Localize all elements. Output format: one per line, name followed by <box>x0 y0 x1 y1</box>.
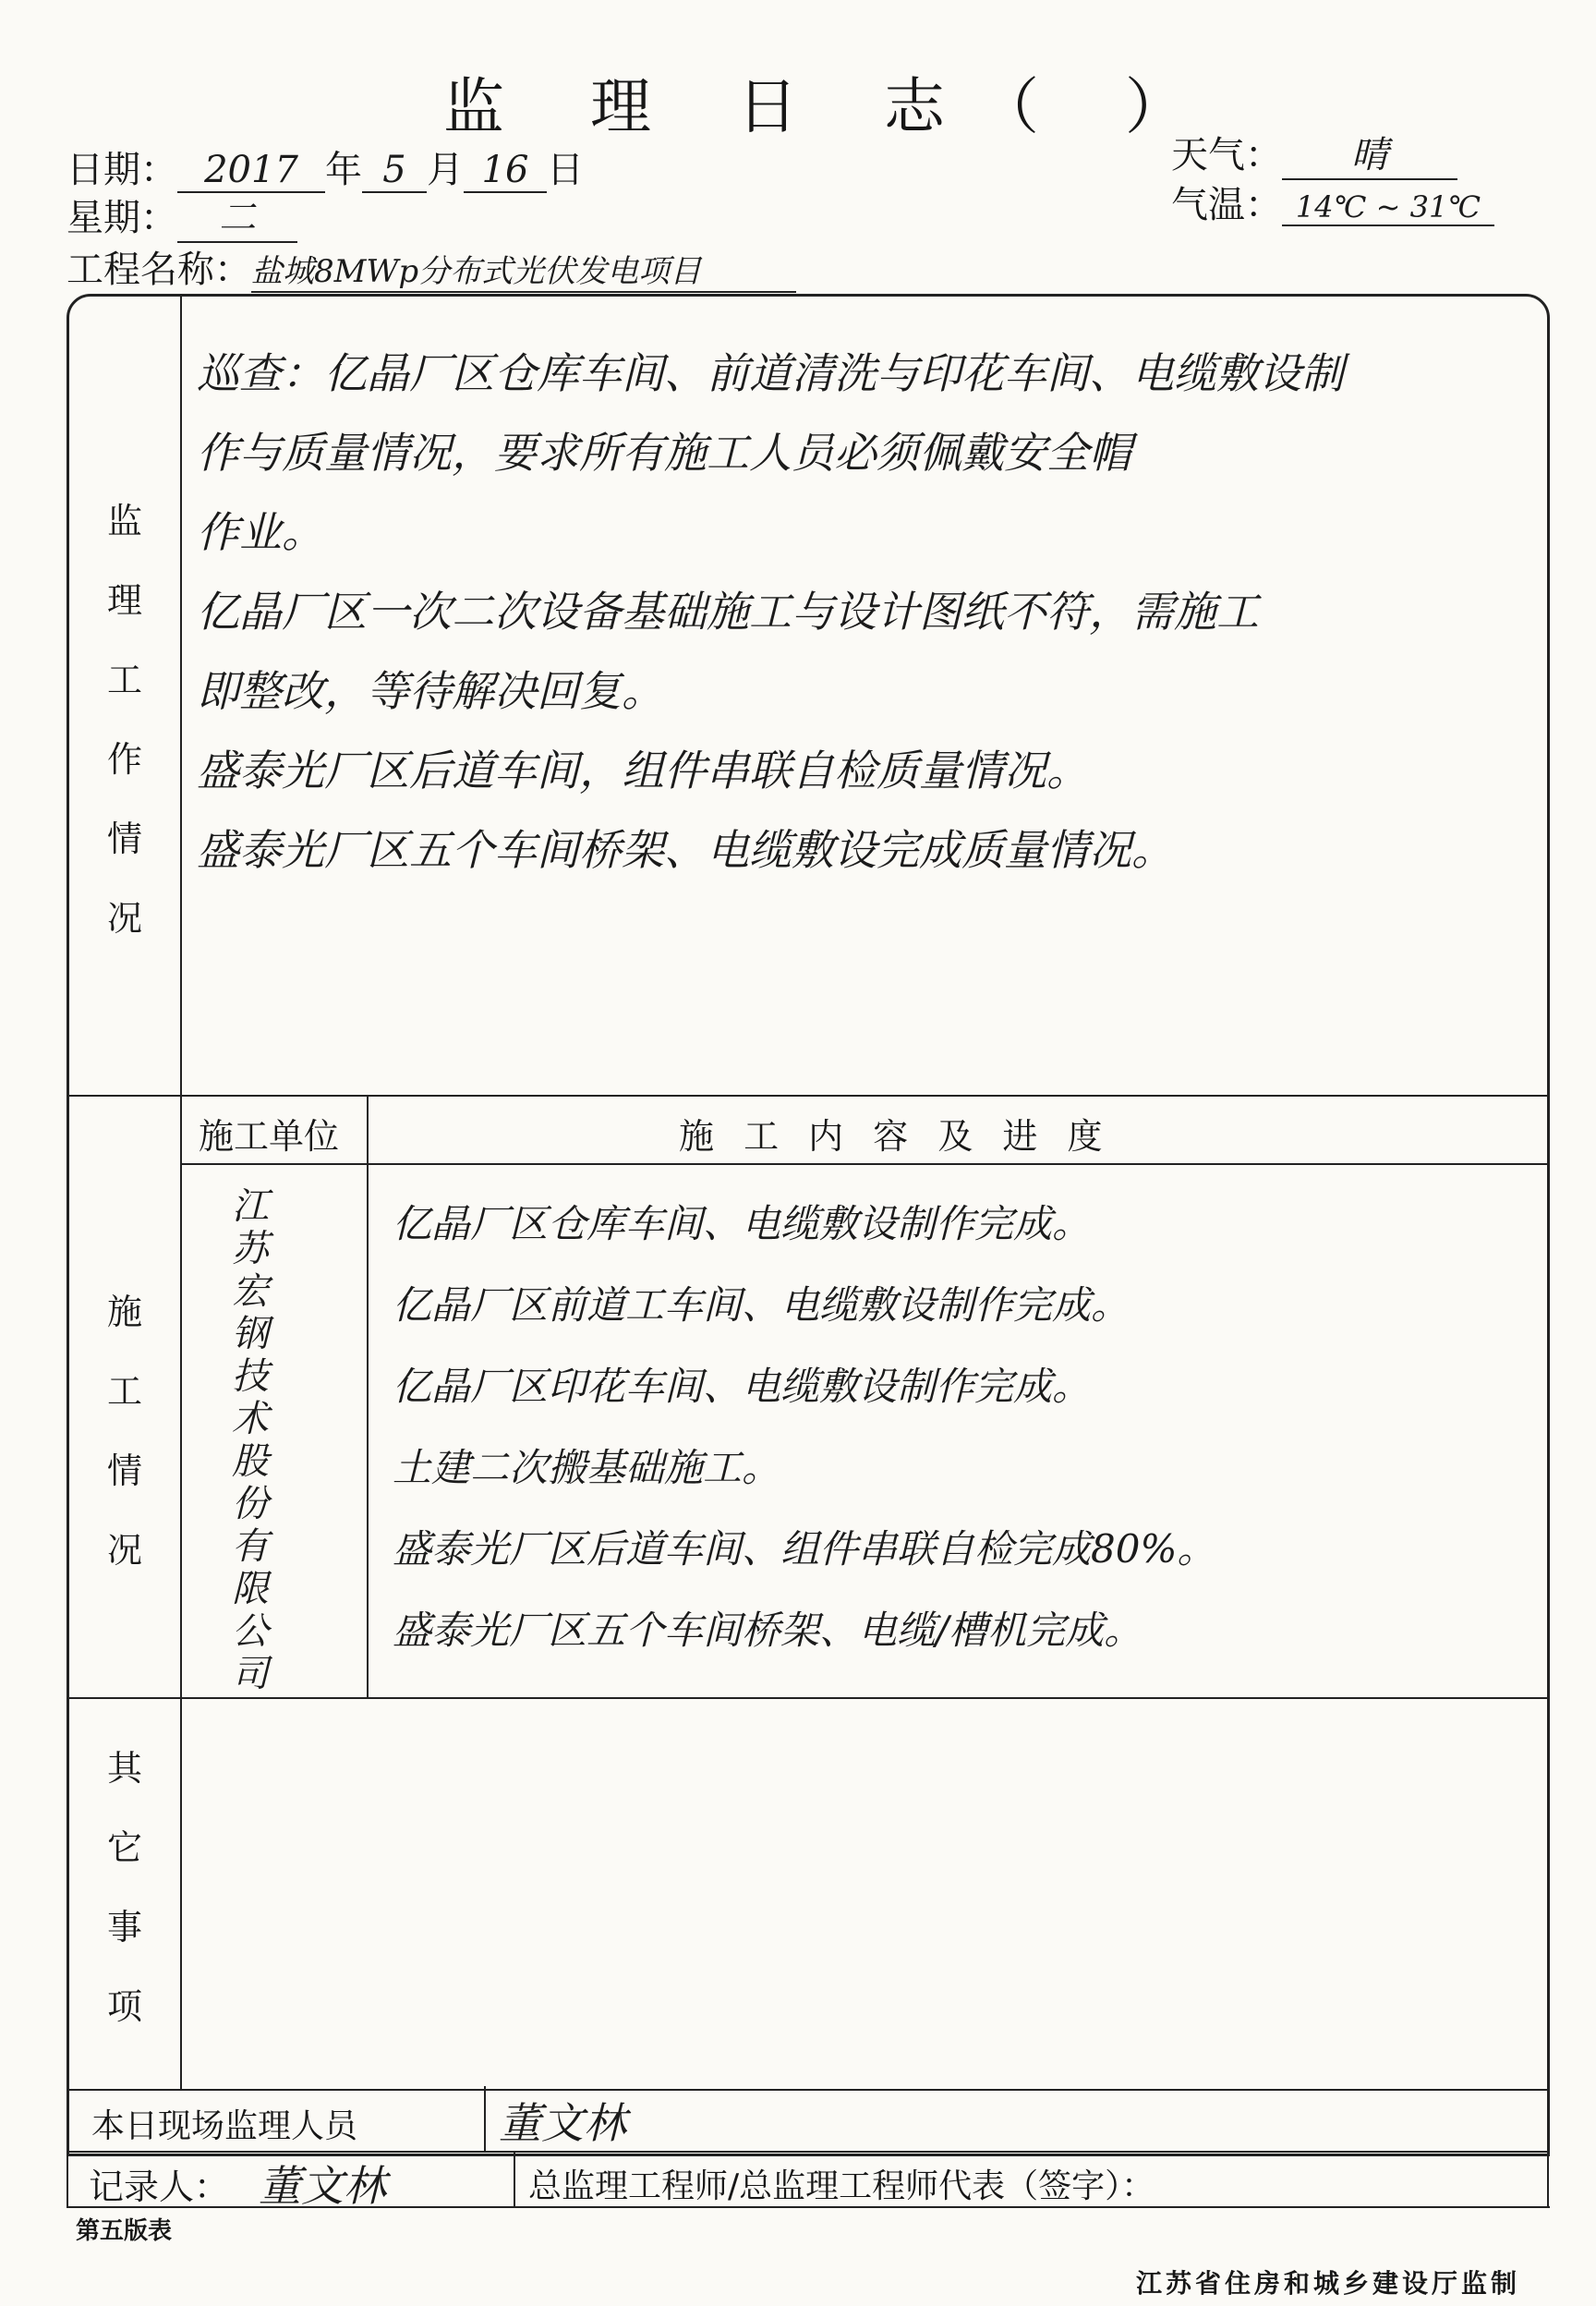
date-month: 5 <box>362 149 427 193</box>
date-label: 日期： <box>66 149 177 191</box>
section-divider <box>69 1095 1547 1097</box>
weekday-row <box>66 188 297 243</box>
header-divider <box>180 1163 1547 1165</box>
construction-unit-value: 江苏宏钢技术股份有限公司 <box>232 1185 269 1695</box>
construction-line: 盛泰光厂区后道车间、组件串联自检完成80%。 <box>393 1526 1216 1572</box>
weather-value: 晴 <box>1282 126 1457 180</box>
project-value: 盐城8MWp分布式光伏发电项目 <box>251 246 796 293</box>
staff-label: 本日现场监理人员 <box>91 2107 358 2145</box>
section-divider <box>69 1697 1547 1699</box>
construction-line: 土建二次搬基础施工。 <box>393 1445 781 1490</box>
date-row <box>66 140 584 193</box>
month-unit: 月 <box>427 149 464 191</box>
unit-column-divider <box>367 1095 369 1697</box>
recorder-left-border <box>66 2151 68 2208</box>
construction-label-char: 情 <box>106 1450 142 1491</box>
supervision-label-char: 况 <box>106 898 142 939</box>
temperature-value: 14℃ ~ 31℃ <box>1282 189 1494 226</box>
edition-note: 第五版表 <box>76 2217 173 2245</box>
construction-line: 亿晶厂区仓库车间、电缆敷设制作完成。 <box>393 1201 1092 1246</box>
construction-line: 盛泰光厂区五个车间桥架、电缆/槽机完成。 <box>393 1608 1143 1653</box>
supervision-content <box>197 334 1527 890</box>
construction-label-char: 况 <box>106 1530 142 1571</box>
unit-header: 施工单位 <box>199 1116 340 1157</box>
supervision-line: 即整改，等待解决回复。 <box>197 666 664 716</box>
section-divider <box>69 2089 1547 2091</box>
year-unit: 年 <box>325 149 362 191</box>
day-unit: 日 <box>547 149 584 191</box>
log-table <box>66 294 1550 2156</box>
other-label-char: 事 <box>106 1907 142 1948</box>
supervision-line: 作与质量情况，要求所有施工人员必须佩戴安全帽 <box>197 428 1131 478</box>
supervision-line: 亿晶厂区一次二次设备基础施工与设计图纸不符，需施工 <box>197 587 1259 637</box>
recorder-divider <box>514 2151 515 2208</box>
construction-label-char: 工 <box>106 1371 142 1412</box>
supervision-label-char: 作 <box>106 739 142 780</box>
recorder-label: 记录人： <box>89 2166 230 2207</box>
supervision-label-char: 情 <box>106 819 142 859</box>
chief-engineer-label: 总监理工程师/总监理工程师代表（签字）： <box>528 2167 1155 2205</box>
construction-label-char: 施 <box>106 1292 142 1332</box>
temperature-label: 气温： <box>1171 184 1282 226</box>
date-day: 16 <box>464 149 547 193</box>
weekday-label: 星期： <box>66 197 177 239</box>
supervision-label-char: 理 <box>106 580 142 621</box>
supervision-label-char: 监 <box>106 501 142 541</box>
supervision-label-char: 工 <box>106 660 142 700</box>
recorder-right-border <box>1547 2151 1549 2208</box>
other-label-char: 项 <box>106 1986 142 2027</box>
other-label-char: 它 <box>106 1827 142 1868</box>
temperature-row <box>1171 176 1494 228</box>
staff-divider <box>484 2086 486 2151</box>
staff-signature: 董文林 <box>499 2098 626 2148</box>
supervision-line: 作业。 <box>197 507 324 557</box>
recorder-signature: 董文林 <box>259 2161 386 2211</box>
construction-line: 亿晶厂区印花车间、电缆敷设制作完成。 <box>393 1364 1092 1409</box>
issuer-note: 江苏省住房和城乡建设厅监制 <box>1136 2268 1521 2299</box>
construction-line: 亿晶厂区前道工车间、电缆敷设制作完成。 <box>393 1282 1130 1328</box>
date-year: 2017 <box>177 149 325 193</box>
weather-label: 天气： <box>1171 134 1282 176</box>
project-row <box>66 240 796 293</box>
supervision-line: 巡查：亿晶厂区仓库车间、前道清洗与印花车间、电缆敷设制 <box>197 348 1344 398</box>
supervision-line: 盛泰光厂区后道车间，组件串联自检质量情况。 <box>197 746 1089 795</box>
content-header: 施 工 内 容 及 进 度 <box>679 1116 1112 1157</box>
construction-content <box>393 1183 1529 1671</box>
other-label-char: 其 <box>106 1748 142 1789</box>
supervision-line: 盛泰光厂区五个车间桥架、电缆敷设完成质量情况。 <box>197 825 1174 875</box>
page-title: 监 理 日 志（ ） <box>443 71 1219 142</box>
project-label: 工程名称： <box>66 249 251 291</box>
weather-row <box>1171 126 1457 180</box>
label-column-divider <box>180 297 182 2089</box>
weekday-value: 二 <box>177 188 297 243</box>
